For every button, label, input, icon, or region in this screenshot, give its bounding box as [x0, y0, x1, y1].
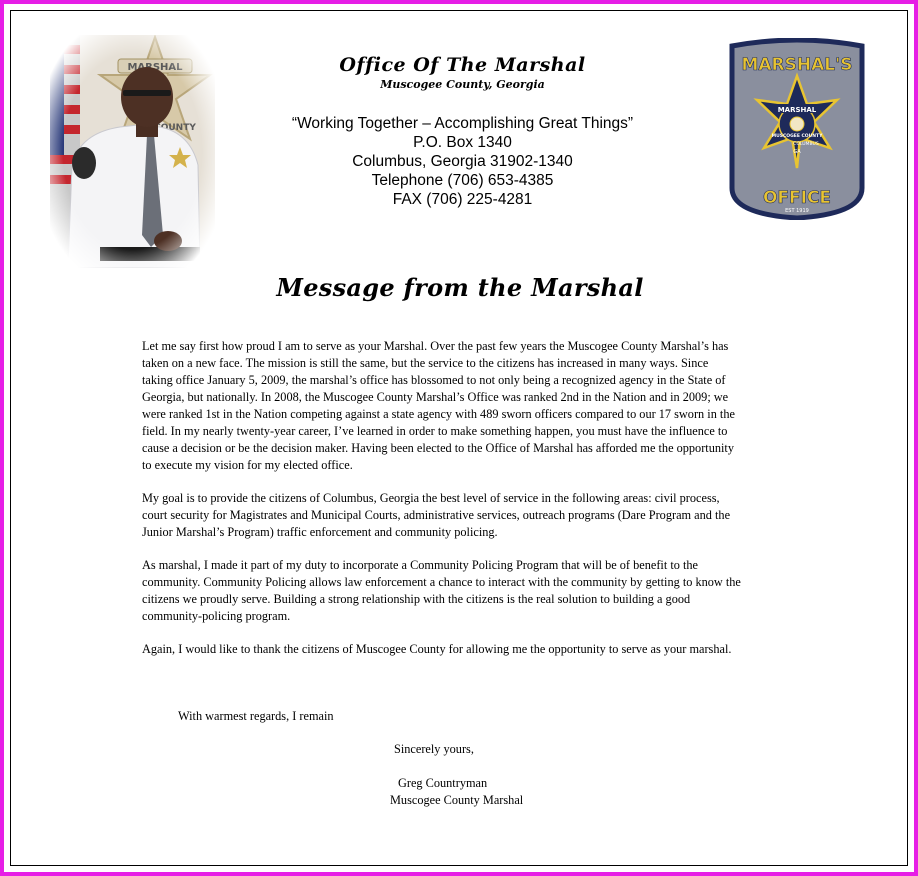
closing-line: With warmest regards, I remain	[178, 709, 334, 723]
marshals-office-badge	[726, 38, 868, 220]
message-title: Message from the Marshal	[276, 273, 644, 302]
telephone: Telephone (706) 653-4385	[371, 172, 554, 189]
county-subtitle: Muscogee County, Georgia	[380, 78, 545, 91]
po-box: P.O. Box 1340	[413, 134, 512, 151]
motto: “Working Together – Accomplishing Great Things”	[291, 115, 634, 132]
signer-name: Greg Countryman	[398, 776, 488, 790]
badge-emblem-icon	[726, 38, 868, 220]
marshal-portrait	[50, 35, 215, 268]
paragraph-1: Let me say first how proud I am to serve as your Marshal. Over the past few years the Muscogee County Marshal’s has taken on a new face. The mission is still the same, but the service to the citizens has increased in many ways. Since taking office January 5, 2009, the marshal’s office has blossomed to not only being a recognized agency in the State of Georgia, but nationally. In 2008, the Muscogee County Marshal’s Office was ranked 2nd in the Nation and in 2009; we were ranked 1st in the Nation competing against a state agency with 489 sworn officers compared to our 17 sworn in the field. In my nearly twenty-year career, I’ve learned in order to make something happen, you must have the influence to cause a decision or be the decision maker. Having been elected to the Office of Marshal has afforded me the opportunity to execute my vision for my elected office.	[142, 339, 735, 472]
fax: FAX (706) 225-4281	[392, 191, 533, 208]
city-address: Columbus, Georgia 31902-1340	[352, 153, 573, 170]
contact-block	[220, 114, 705, 209]
paragraph-2: My goal is to provide the citizens of Columbus, Georgia the best level of service in the following areas: civil process, court security for Magistrates and Municipal Courts, administrative services, outreach programs (Dare Program and the Junior Marshal’s Program) traffic enforcement and community policing.	[142, 491, 731, 539]
signer-title: Muscogee County Marshal	[390, 793, 524, 807]
letter-body	[142, 338, 742, 674]
office-title: Office Of The Marshal	[339, 54, 586, 76]
badge-top-text: MARSHAL'S	[741, 55, 853, 75]
paragraph-3: As marshal, I made it part of my duty to incorporate a Community Policing Program that will be of benefit to the community. Community Policing allows law enforcement a chance to interact with the community by getting to know the citizens we proudly serve. Building a strong relationship with the citizens is the real solution to building a good community-policing program.	[142, 558, 741, 623]
badge-star-marshal: MARSHAL	[777, 106, 817, 114]
sincerely-line: Sincerely yours,	[394, 742, 474, 756]
portrait-illustration	[50, 35, 215, 268]
letterhead	[220, 52, 705, 209]
badge-est: EST 1919	[785, 208, 809, 214]
paragraph-4: Again, I would like to thank the citizens of Muscogee County for allowing me the opportunity to serve as your marshal.	[142, 642, 732, 656]
badge-star-ring: MUSCOGEE COUNTY	[771, 134, 823, 139]
badge-star-state: GA	[793, 149, 801, 155]
badge-bottom-text: OFFICE	[762, 188, 832, 208]
badge-star-city: COLUMBUS	[793, 142, 819, 147]
